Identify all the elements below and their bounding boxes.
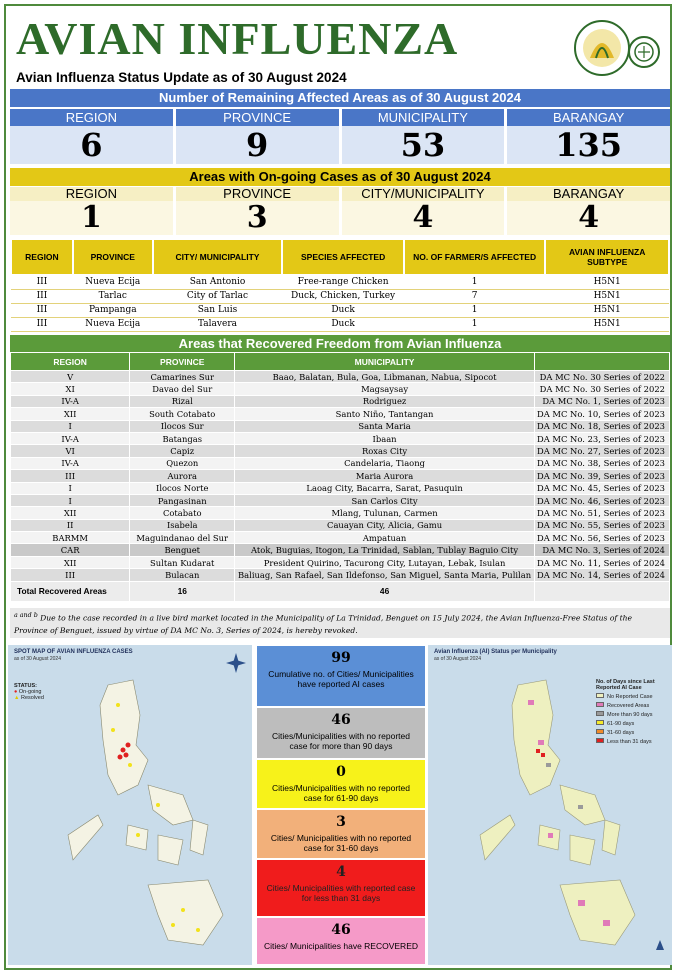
table-row: [11, 569, 670, 581]
card-text: Cumulative no. of Cities/ Municipalities have reported AI cases: [268, 669, 414, 689]
column-header: PROVINCE: [130, 353, 235, 371]
table-cell: H5N1: [545, 303, 669, 317]
table-header-row: [11, 239, 669, 275]
table-cell: H5N1: [545, 317, 669, 331]
spot-map-subtitle: as of 30 August 2024: [14, 656, 61, 662]
table-cell: San Antonio: [153, 275, 283, 289]
card-number: 46: [331, 922, 351, 938]
total-empty: [534, 581, 669, 601]
table-cell: Pangasinan: [130, 494, 235, 506]
recovered-table-body: [11, 371, 670, 582]
legend-label: Resolved: [20, 695, 44, 701]
table-row: [11, 371, 670, 383]
table-cell: XII: [11, 507, 130, 519]
recovered-section-title: Areas that Recovered Freedom from Avian Influenza: [10, 335, 670, 353]
table-cell: XI: [11, 383, 130, 395]
table-row: [11, 289, 669, 303]
table-cell: DA MC No. 27, Series of 2023: [534, 445, 669, 457]
card-number: 0: [336, 764, 346, 780]
table-row: [11, 420, 670, 432]
footnote-text: Due to the case recorded in a live bird market located in the Municipality of La Trinidad, Benguet on 15 July 2024, the Avian Influenza-Free Status of the Province of Benguet, issued by virtue of DA MC No. 3, Series of 2024, is hereby revoked.: [14, 613, 633, 635]
stat-label: PROVINCE: [176, 109, 339, 126]
card-text: Cities/Municipalities with no reported case for more than 90 days: [272, 731, 410, 751]
card-more-than-90: [256, 707, 426, 759]
table-cell: III: [11, 470, 130, 482]
table-cell: Capiz: [130, 445, 235, 457]
table-header-row: [11, 353, 670, 371]
stat-value: 135: [507, 126, 670, 164]
table-cell: VI: [11, 445, 130, 457]
column-header: PROVINCE: [73, 239, 153, 275]
table-row: [11, 532, 670, 544]
table-cell: President Quirino, Tacurong City, Lutayan, Lebak, Isulan: [235, 556, 535, 568]
table-row: [11, 383, 670, 395]
card-31-60: [256, 809, 426, 859]
card-text: Cities/ Municipalities with no reported case for 31-60 days: [270, 833, 412, 853]
table-cell: IV-A: [11, 432, 130, 444]
card-61-90: [256, 759, 426, 809]
card-cumulative: [256, 645, 426, 707]
table-cell: DA MC No. 56, Series of 2023: [534, 532, 669, 544]
compass-icon: [226, 653, 246, 673]
department-logo: [572, 10, 662, 90]
table-cell: 1: [404, 275, 545, 289]
table-cell: Duck, Chicken, Turkey: [282, 289, 404, 303]
north-arrow-icon: [656, 940, 664, 950]
table-cell: 1: [404, 317, 545, 331]
table-cell: San Luis: [153, 303, 283, 317]
table-cell: DA MC No. 45, Series of 2023: [534, 482, 669, 494]
table-cell: City of Tarlac: [153, 289, 283, 303]
legend-label: Less than 31 days: [607, 739, 652, 745]
stat-value: 53: [342, 126, 505, 164]
remaining-municipality: [342, 109, 505, 164]
resolved-triangle-icon: ▲: [14, 695, 20, 701]
card-text: Cities/ Municipalities with reported case for less than 31 days: [266, 883, 416, 903]
table-cell: Talavera: [153, 317, 283, 331]
legend-label: 61-90 days: [607, 721, 635, 727]
table-cell: Ibaan: [235, 432, 535, 444]
stat-label: MUNICIPALITY: [342, 109, 505, 126]
ongoing-table-body: [11, 275, 669, 331]
table-cell: Rodriguez: [235, 395, 535, 407]
table-cell: Ilocos Norte: [130, 482, 235, 494]
card-text: Cities/Municipalities with no reported case for 61-90 days: [272, 783, 410, 803]
table-cell: Cauayan City, Alicia, Gamu: [235, 519, 535, 531]
stat-value: 6: [10, 126, 173, 164]
column-header: AVIAN INFLUENZA SUBTYPE: [545, 239, 669, 275]
total-province: 16: [130, 581, 235, 601]
table-row: [11, 544, 670, 556]
stat-label: REGION: [10, 187, 173, 201]
table-cell: San Carlos City: [235, 494, 535, 506]
table-cell: Sultan Kudarat: [130, 556, 235, 568]
table-cell: Batangas: [130, 432, 235, 444]
spot-map-title: SPOT MAP OF AVIAN INFLUENZA CASES: [14, 649, 133, 655]
column-header: REGION: [11, 353, 130, 371]
table-cell: Pampanga: [73, 303, 153, 317]
municipality-map-image: [428, 645, 672, 965]
card-number: 4: [336, 864, 346, 880]
ongoing-section-title: Areas with On-going Cases as of 30 August 2024: [10, 168, 670, 186]
table-cell: DA MC No. 14, Series of 2024: [534, 569, 669, 581]
table-cell: III: [11, 303, 73, 317]
table-cell: DA MC No. 18, Series of 2023: [534, 420, 669, 432]
table-cell: Laoag City, Bacarra, Sarat, Pasuquin: [235, 482, 535, 494]
column-header: MUNICIPALITY: [235, 353, 535, 371]
table-row: [11, 494, 670, 506]
column-header: [534, 353, 669, 371]
stat-label: PROVINCE: [176, 187, 339, 201]
table-row: [11, 482, 670, 494]
table-cell: Duck: [282, 317, 404, 331]
ongoing-municipality: [342, 187, 505, 235]
total-label: Total Recovered Areas: [11, 581, 130, 601]
column-header: NO. OF FARMER/S AFFECTED: [404, 239, 545, 275]
table-cell: I: [11, 420, 130, 432]
table-cell: Baliuag, San Rafael, San Ildefonso, San Miguel, Santa Maria, Pulilan: [235, 569, 535, 581]
table-cell: Tarlac: [73, 289, 153, 303]
table-cell: Magsaysay: [235, 383, 535, 395]
table-row: [11, 507, 670, 519]
table-cell: Atok, Buguias, Itogon, La Trinidad, Sablan, Tublay Baguio City: [235, 544, 535, 556]
table-cell: Nueva Ecija: [73, 317, 153, 331]
column-header: CITY/ MUNICIPALITY: [153, 239, 283, 275]
spot-map: [8, 645, 252, 965]
table-cell: II: [11, 519, 130, 531]
table-cell: DA MC No. 55, Series of 2023: [534, 519, 669, 531]
table-cell: CAR: [11, 544, 130, 556]
table-cell: Roxas City: [235, 445, 535, 457]
stat-value: 9: [176, 126, 339, 164]
table-cell: Isabela: [130, 519, 235, 531]
card-number: 46: [331, 712, 351, 728]
card-text: Cities/ Municipalities have RECOVERED: [264, 941, 418, 951]
stat-label: CITY/MUNICIPALITY: [342, 187, 505, 201]
table-row: [11, 470, 670, 482]
table-cell: Ampatuan: [235, 532, 535, 544]
philippines-map-image: [8, 645, 252, 965]
status-map-title: Avian Influenza (AI) Status per Municipality: [434, 649, 557, 655]
table-cell: Santa Maria: [235, 420, 535, 432]
stat-value: 3: [176, 201, 339, 235]
table-cell: I: [11, 482, 130, 494]
table-cell: III: [11, 275, 73, 289]
table-row: [11, 457, 670, 469]
page-subtitle: Avian Influenza Status Update as of 30 August 2024: [16, 70, 347, 85]
ongoing-barangay: [507, 187, 670, 235]
table-cell: XII: [11, 556, 130, 568]
table-cell: DA MC No. 1, Series of 2023: [534, 395, 669, 407]
table-cell: H5N1: [545, 289, 669, 303]
table-cell: 7: [404, 289, 545, 303]
table-cell: IV-A: [11, 457, 130, 469]
table-cell: I: [11, 494, 130, 506]
table-cell: DA MC No. 46, Series of 2023: [534, 494, 669, 506]
table-row: [11, 317, 669, 331]
table-cell: III: [11, 289, 73, 303]
stat-label: BARANGAY: [507, 187, 670, 201]
table-cell: Ilocos Sur: [130, 420, 235, 432]
table-cell: DA MC No. 11, Series of 2024: [534, 556, 669, 568]
remaining-province: [176, 109, 339, 164]
table-cell: III: [11, 569, 130, 581]
total-municipality: 46: [235, 581, 535, 601]
table-cell: Mlang, Tulunan, Carmen: [235, 507, 535, 519]
remaining-stats: [10, 109, 670, 164]
table-cell: DA MC No. 30 Series of 2022: [534, 371, 669, 383]
table-cell: Bulacan: [130, 569, 235, 581]
table-cell: Benguet: [130, 544, 235, 556]
table-cell: DA MC No. 3, Series of 2024: [534, 544, 669, 556]
table-cell: Cotabato: [130, 507, 235, 519]
ongoing-province: [176, 187, 339, 235]
column-header: SPECIES AFFECTED: [282, 239, 404, 275]
table-cell: V: [11, 371, 130, 383]
card-number: 99: [331, 650, 351, 666]
table-row: [11, 556, 670, 568]
legend-label: Recovered Areas: [607, 703, 650, 709]
table-cell: Camarines Sur: [130, 371, 235, 383]
legend-label: More than 90 days: [607, 712, 653, 718]
table-cell: IV-A: [11, 395, 130, 407]
table-cell: Free-range Chicken: [282, 275, 404, 289]
table-cell: 1: [404, 303, 545, 317]
stat-value: 1: [10, 201, 173, 235]
table-cell: Nueva Ecija: [73, 275, 153, 289]
card-less-than-31: [256, 859, 426, 917]
table-cell: Aurora: [130, 470, 235, 482]
remaining-barangay: [507, 109, 670, 164]
status-map-subtitle: as of 30 August 2024: [434, 656, 481, 662]
recovered-areas-table: [10, 352, 670, 602]
table-cell: South Cotabato: [130, 408, 235, 420]
card-number: 3: [336, 814, 346, 830]
table-cell: Baao, Balatan, Bula, Goa, Libmanan, Nabua, Sipocot: [235, 371, 535, 383]
table-row: [11, 395, 670, 407]
stat-label: REGION: [10, 109, 173, 126]
page-title: AVIAN INFLUENZA: [16, 13, 459, 64]
table-cell: H5N1: [545, 275, 669, 289]
legend-label: 31-60 days: [607, 730, 635, 736]
ongoing-stats: [10, 187, 670, 235]
table-cell: Candelaria, Tiaong: [235, 457, 535, 469]
ongoing-cases-table: [10, 238, 670, 332]
table-cell: DA MC No. 39, Series of 2023: [534, 470, 669, 482]
remaining-section-title: Number of Remaining Affected Areas as of 30 August 2024: [10, 89, 670, 107]
stat-label: BARANGAY: [507, 109, 670, 126]
table-cell: Maria Aurora: [235, 470, 535, 482]
footnote: [10, 608, 670, 638]
status-label: STATUS:: [14, 683, 38, 689]
table-row: [11, 408, 670, 420]
table-row: [11, 275, 669, 289]
table-cell: DA MC No. 51, Series of 2023: [534, 507, 669, 519]
table-cell: Rizal: [130, 395, 235, 407]
table-cell: DA MC No. 30 Series of 2022: [534, 383, 669, 395]
legend-label: No Reported Case: [607, 694, 653, 700]
table-cell: Maguindanao del Sur: [130, 532, 235, 544]
table-cell: Duck: [282, 303, 404, 317]
table-cell: III: [11, 317, 73, 331]
table-cell: DA MC No. 38, Series of 2023: [534, 457, 669, 469]
table-row: [11, 519, 670, 531]
table-cell: BARMM: [11, 532, 130, 544]
status-map: [428, 645, 672, 965]
table-cell: DA MC No. 23, Series of 2023: [534, 432, 669, 444]
table-cell: Quezon: [130, 457, 235, 469]
table-cell: XII: [11, 408, 130, 420]
table-cell: Davao del Sur: [130, 383, 235, 395]
legend-title: No. of Days since Last Reported AI Case: [596, 679, 655, 691]
stat-value: 4: [342, 201, 505, 235]
stat-value: 4: [507, 201, 670, 235]
ongoing-dot-icon: ●: [14, 689, 18, 695]
table-row: [11, 432, 670, 444]
column-header: REGION: [11, 239, 73, 275]
total-row: [11, 581, 670, 601]
table-cell: Santo Niño, Tantangan: [235, 408, 535, 420]
summary-cards: [256, 645, 426, 965]
table-row: [11, 303, 669, 317]
card-recovered: [256, 917, 426, 965]
ongoing-region: [10, 187, 173, 235]
footnote-mark: a and b: [14, 612, 38, 619]
legend-label: On-going: [18, 689, 42, 695]
remaining-region: [10, 109, 173, 164]
table-row: [11, 445, 670, 457]
table-cell: DA MC No. 10, Series of 2023: [534, 408, 669, 420]
